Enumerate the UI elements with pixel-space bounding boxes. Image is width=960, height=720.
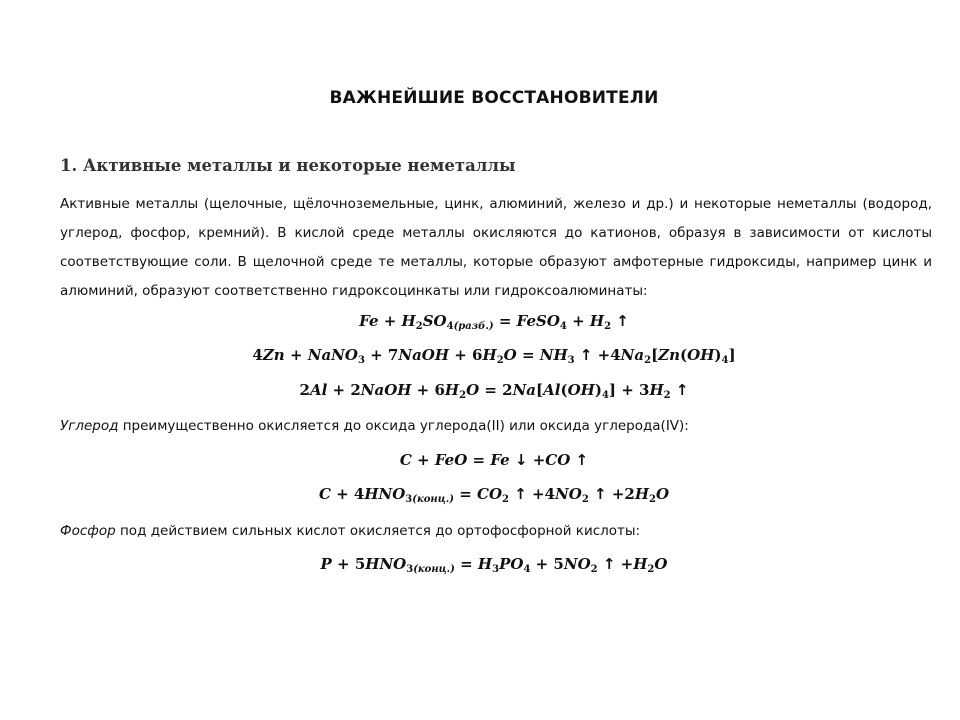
equation-zn-nano3: 4Zn + NaNO$_3$ + 7NaOH + $6H_2O = NH_3$ ↑ $+4Na_2[Zn(OH)_4]$ — [252, 346, 736, 366]
carbon-term: Углерод — [60, 418, 119, 434]
equation-c-feo: C + FeO = Fe ↓ +CO ↑ — [399, 451, 589, 469]
conc-label-1: (конц.) — [412, 494, 454, 505]
phosphorus-text: под действием сильных кислот окисляется до ортофосфорной кислоты: — [115, 523, 641, 539]
equation-p-hno3: $P + 5HNO_{3(конц.)} = H_3PO_4 + 5NO_2$ ↑ $+H_2O$ — [320, 555, 668, 575]
phosphorus-line — [60, 521, 640, 541]
page-title: ВАЖНЕЙШИЕ ВОССТАНОВИТЕЛИ — [329, 88, 659, 108]
phosphorus-term: Фосфор — [60, 523, 116, 539]
equation-c-hno3: $C + 4HNO_{3(конц.)} = CO_2$ ↑ $+4NO_2$ ↑ $+2H_2O$ — [318, 485, 670, 505]
carbon-line — [60, 416, 689, 436]
equation-al-naoh: 2Al + 2NaOH + $6H_2O = 2Na[Al(OH)_4] + 3H_2$ ↑ — [299, 381, 689, 401]
intro-paragraph: Активные металлы (щелочные, щёлочноземельные, цинк, алюминий, железо и др.) и некоторые неметаллы (водород, углерод, фосфор, кремний). В кислой среде металлы окисляются до катионов, образуя в зависимости от кислоты соответствующие соли. В щелочной среде те металлы, которые образуют амфотерные гидроксиды, например цинк и алюминий, образуют соответственно гидроксоцинкаты или гидроксоалюминаты: — [60, 196, 932, 299]
conc-label-2: (конц.) — [413, 564, 455, 575]
equation-fe-h2so4: $Fe + H_2SO_{4(разб.)}$ = FeSO$_4$ + $H_2$ ↑ — [359, 312, 629, 332]
carbon-text: преимущественно окисляется до оксида углерода(II) или оксида углерода(IV): — [118, 418, 689, 434]
dilute-label: (разб.) — [453, 321, 494, 332]
section-heading: 1. Активные металлы и некоторые неметаллы — [60, 156, 516, 175]
